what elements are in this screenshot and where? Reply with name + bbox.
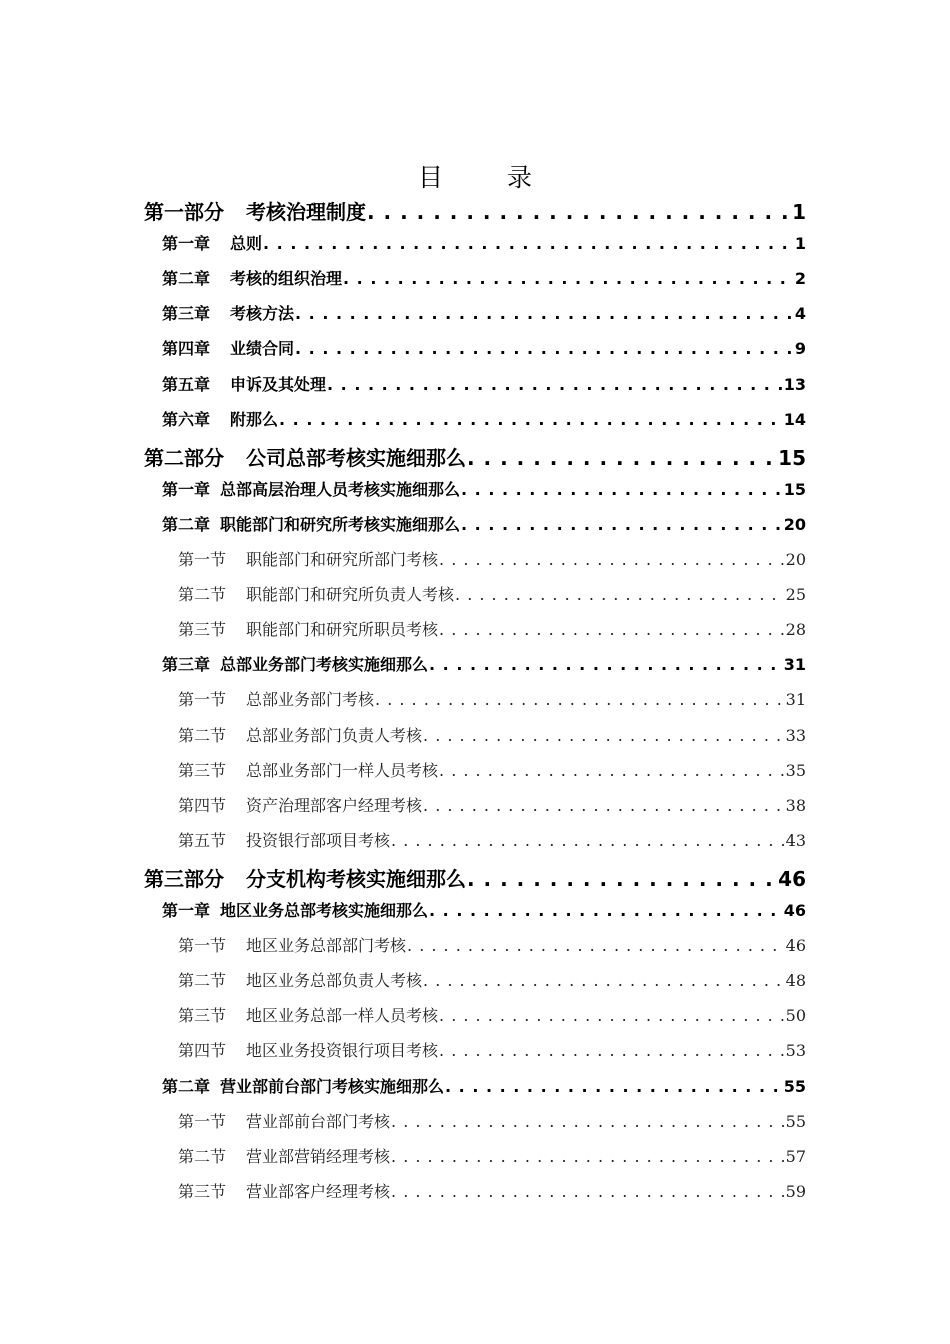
toc-dot-leader: [445, 1077, 782, 1096]
toc-dot-leader: [263, 234, 793, 253]
toc-entry-number: 第五章: [162, 374, 211, 394]
toc-entry-number: 第一章: [162, 901, 211, 920]
toc-dot-leader: [467, 446, 776, 470]
toc-entry[interactable]: [162, 477, 806, 500]
toc-entry-label: 总部业务部门考核: [246, 690, 375, 710]
toc-entry-page-number: 43: [785, 830, 806, 850]
toc-entry-number: 第三节: [178, 760, 227, 780]
toc-entry-page-number: 15: [778, 445, 806, 470]
toc-entry-page-number: 4: [794, 304, 806, 324]
toc-entry[interactable]: [162, 336, 806, 359]
toc-entry-number: 第二节: [178, 971, 227, 991]
toc-entry-label: 营业部前台部门考核实施细那么: [220, 1076, 445, 1096]
toc-dot-leader: [391, 1112, 784, 1131]
toc-entry-label: 营业部客户经理考核: [246, 1181, 391, 1201]
toc-entry[interactable]: [178, 1179, 806, 1202]
toc-dot-leader: [423, 971, 784, 990]
toc-entry[interactable]: [178, 582, 806, 605]
toc-entry[interactable]: [178, 617, 806, 640]
toc-entry-number: 第三部分: [144, 866, 224, 891]
toc-entry-label: 公司总部考核实施细那么: [246, 445, 466, 470]
toc-entry-page-number: 31: [785, 690, 806, 710]
toc-entry[interactable]: [144, 196, 806, 225]
toc-entry-label: 总部高层治理人员考核实施细那么: [220, 479, 461, 499]
toc-entry-label: 总部业务部门负责人考核: [246, 725, 423, 745]
toc-entry-number: 第一节: [178, 936, 227, 956]
toc-entry-number: 第一章: [162, 479, 211, 499]
toc-entry-page-number: 31: [783, 655, 806, 675]
toc-entry-label: 地区业务总部部门考核: [246, 936, 407, 956]
toc-entry-label: 考核的组织治理: [230, 269, 343, 289]
toc-dot-leader: [295, 304, 793, 323]
toc-entry-label: 业绩合同: [230, 339, 295, 359]
toc-entry-label: 职能部门和研究所职员考核: [246, 620, 439, 640]
toc-dot-leader: [343, 269, 793, 288]
toc-entry[interactable]: [162, 407, 806, 430]
toc-entry-number: 第三节: [178, 1181, 227, 1201]
toc-entry-page-number: 20: [783, 514, 806, 534]
toc-dot-leader: [439, 550, 784, 569]
toc-entry-label: 职能部门和研究所考核实施细那么: [220, 514, 461, 534]
toc-dot-leader: [295, 339, 793, 358]
toc-entry-page-number: 35: [785, 760, 806, 780]
toc-entry[interactable]: [162, 231, 806, 254]
toc-entry[interactable]: [178, 1003, 806, 1026]
toc-entry[interactable]: [162, 1074, 806, 1097]
toc-entry-number: 第二章: [162, 1076, 211, 1096]
toc-entry-page-number: 38: [785, 795, 806, 815]
toc-entry-label: 总部业务部门一样人员考核: [246, 760, 439, 780]
toc-dot-leader: [439, 1041, 784, 1060]
toc-entry-page-number: 15: [783, 479, 806, 499]
toc-dot-leader: [391, 1147, 784, 1166]
toc-entry[interactable]: [162, 372, 806, 395]
toc-entry[interactable]: [162, 512, 806, 535]
toc-entry[interactable]: [178, 687, 806, 710]
toc-dot-leader: [439, 620, 784, 639]
toc-entry-page-number: 14: [783, 409, 806, 429]
toc-entry-page-number: 28: [785, 620, 806, 640]
toc-dot-leader: [467, 867, 776, 891]
toc-entry-label: 总部业务部门考核实施细那么: [220, 655, 429, 675]
toc-entry[interactable]: [144, 863, 806, 892]
toc-entry-page-number: 48: [785, 971, 806, 991]
toc-entry[interactable]: [178, 758, 806, 781]
toc-dot-leader: [461, 515, 782, 534]
toc-entry-number: 第一节: [178, 1111, 227, 1131]
toc-entry[interactable]: [178, 1144, 806, 1167]
toc-entry-number: 第二节: [178, 725, 227, 745]
toc-entry-page-number: 55: [783, 1076, 806, 1096]
toc-entry-number: 第五节: [178, 830, 227, 850]
toc-entry-label: 分支机构考核实施细那么: [246, 866, 466, 891]
toc-dot-leader: [279, 410, 782, 429]
toc-entry-number: 第二部分: [144, 445, 224, 470]
toc-entry-page-number: 2: [794, 269, 806, 289]
toc-entry-number: 第一节: [178, 550, 227, 569]
toc-entry-label: 申诉及其处理: [230, 374, 327, 394]
toc-dot-leader: [367, 200, 790, 224]
toc-entry-number: 第一节: [178, 690, 227, 710]
toc-entry-number: 第二节: [178, 1146, 227, 1166]
toc-entry-number: 第一章: [162, 234, 211, 254]
toc-entry[interactable]: [178, 547, 806, 570]
toc-entry-label: 营业部前台部门考核: [246, 1111, 391, 1131]
toc-dot-leader: [429, 901, 782, 920]
toc-entry-page-number: 1: [792, 200, 806, 224]
toc-entry-page-number: 20: [785, 550, 806, 569]
toc-entry-label: 资产治理部客户经理考核: [246, 795, 423, 815]
toc-entry[interactable]: [162, 652, 806, 675]
toc-entry-page-number: 1: [794, 234, 806, 254]
toc-entry[interactable]: [162, 266, 806, 289]
toc-entry-label: 考核治理制度: [246, 200, 366, 224]
toc-dot-leader: [391, 831, 784, 850]
toc-entry-number: 第二章: [162, 514, 211, 534]
toc-entry-page-number: 13: [783, 374, 806, 394]
toc-entry-page-number: 25: [785, 585, 806, 605]
toc-dot-leader: [407, 936, 784, 955]
toc-entry[interactable]: [178, 793, 806, 816]
toc-entry-number: 第六章: [162, 409, 211, 429]
toc-dot-leader: [439, 1006, 784, 1025]
toc-entry-number: 第二节: [178, 585, 227, 605]
toc-entry-page-number: 57: [785, 1146, 806, 1166]
toc-entry-number: 第四章: [162, 339, 211, 359]
toc-entry-label: 附那么: [230, 409, 279, 429]
toc-entry-number: 第一部分: [144, 200, 224, 224]
toc-entry-page-number: 55: [785, 1111, 806, 1131]
toc-dot-leader: [375, 690, 784, 709]
toc-entry-label: 地区业务总部考核实施细那么: [220, 901, 429, 920]
toc-entry-number: 第四节: [178, 1041, 227, 1061]
toc-dot-leader: [439, 761, 784, 780]
toc-entry[interactable]: [178, 933, 806, 956]
toc-entry-page-number: 46: [785, 936, 806, 956]
toc-entry-number: 第三节: [178, 620, 227, 640]
toc-entry-number: 第三章: [162, 655, 211, 675]
toc-entry-label: 职能部门和研究所负责人考核: [246, 585, 455, 605]
toc-entry-page-number: 33: [785, 725, 806, 745]
toc-entry[interactable]: [178, 1038, 806, 1061]
toc-entry[interactable]: [178, 1109, 806, 1132]
toc-entry[interactable]: [162, 301, 806, 324]
toc-entry-page-number: 9: [794, 339, 806, 359]
toc-entry[interactable]: [178, 723, 806, 746]
toc-dot-leader: [461, 480, 782, 499]
toc-entry-label: 地区业务投资银行项目考核: [246, 1041, 439, 1061]
toc-entry-page-number: 46: [778, 866, 806, 891]
toc-entry[interactable]: [178, 968, 806, 991]
toc-entry-number: 第四节: [178, 795, 227, 815]
toc-entry-label: 总则: [230, 234, 263, 254]
toc-entry-label: 考核方法: [230, 304, 295, 324]
toc-entry-number: 第三章: [162, 304, 211, 324]
toc-entry-page-number: 53: [785, 1041, 806, 1061]
toc-entry-label: 地区业务总部负责人考核: [246, 971, 423, 991]
toc-entry-number: 第三节: [178, 1006, 227, 1026]
toc-entry-number: 第二章: [162, 269, 211, 289]
toc-entry-page-number: 50: [785, 1006, 806, 1026]
toc-entry-label: 营业部营销经理考核: [246, 1146, 391, 1166]
toc-dot-leader: [455, 585, 784, 604]
toc-dot-leader: [423, 726, 784, 745]
toc-dot-leader: [423, 796, 784, 815]
toc-entry-page-number: 59: [785, 1181, 806, 1201]
toc-entry-label: 投资银行部项目考核: [246, 830, 391, 850]
toc-entry-label: 职能部门和研究所部门考核: [246, 550, 439, 569]
toc-title: 目 录: [418, 163, 560, 192]
toc-entry[interactable]: [144, 442, 806, 471]
toc-entry[interactable]: [162, 898, 806, 921]
toc-dot-leader: [429, 655, 782, 674]
toc-dot-leader: [391, 1182, 784, 1201]
toc-entry-page-number: 46: [783, 901, 806, 920]
toc-entry[interactable]: [178, 828, 806, 851]
toc-entry-label: 地区业务总部一样人员考核: [246, 1006, 439, 1026]
toc-dot-leader: [327, 375, 782, 394]
